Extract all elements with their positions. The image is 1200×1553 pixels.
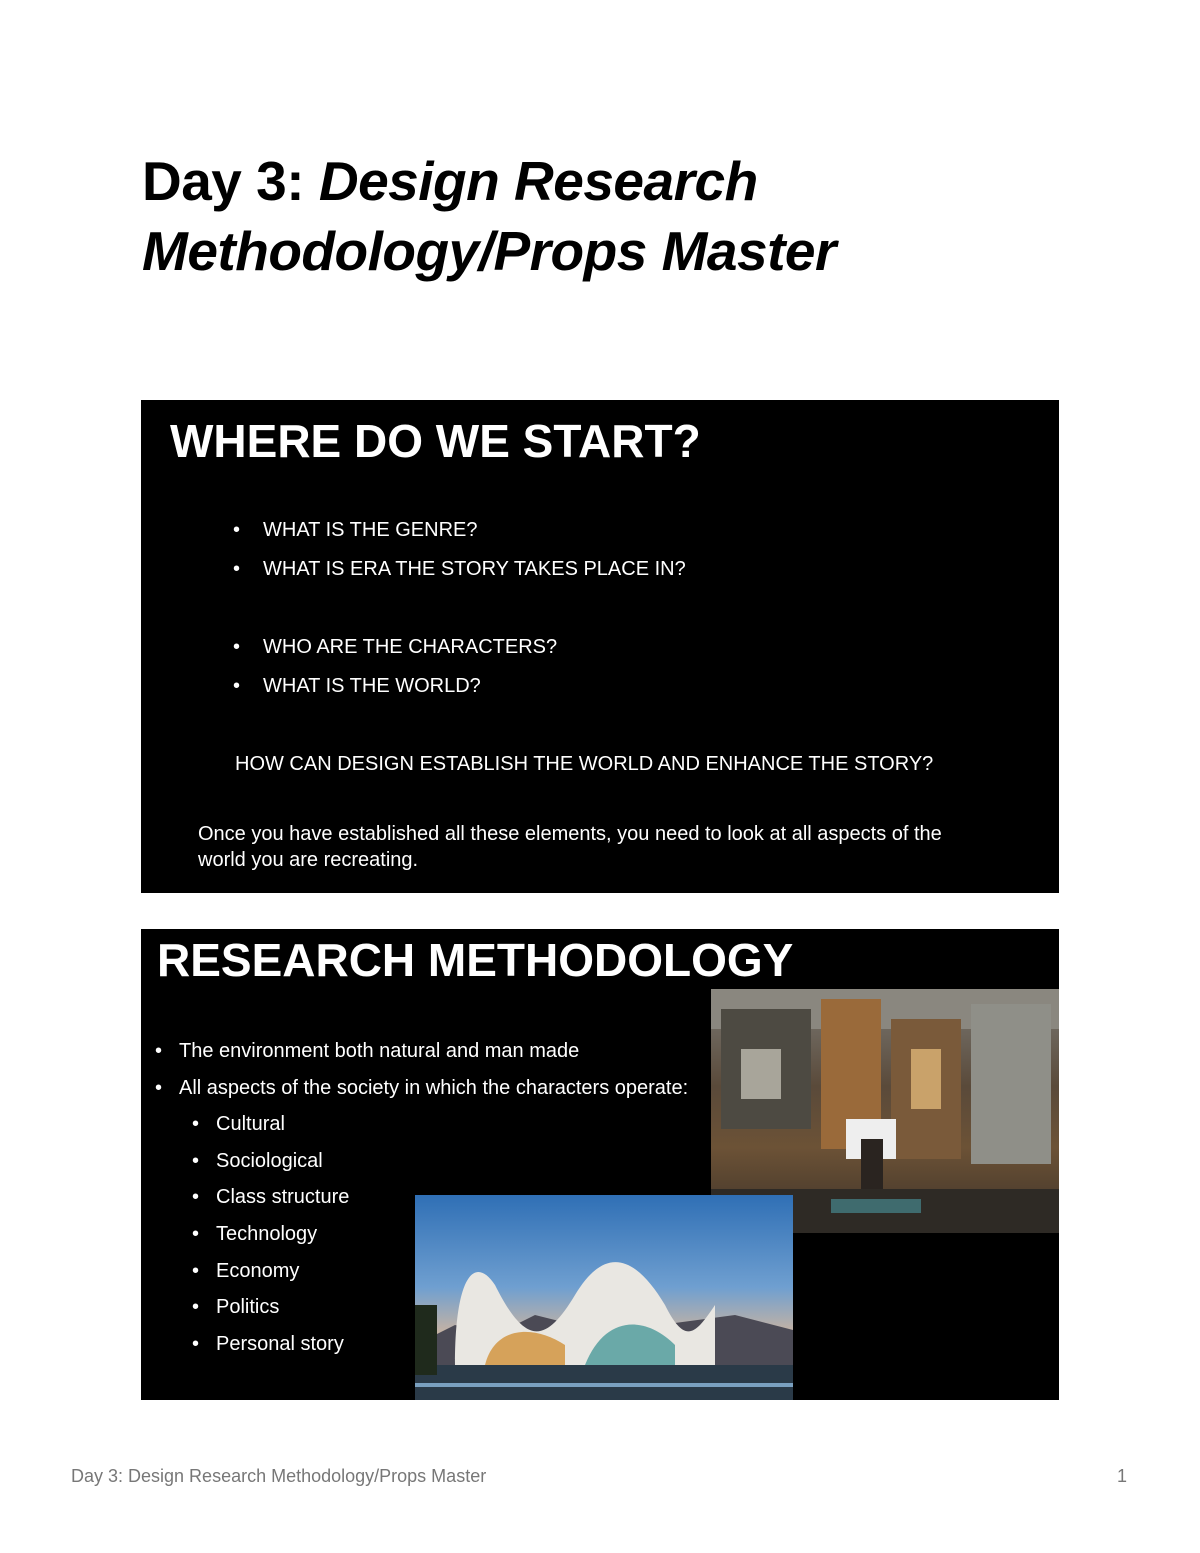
slide-where-do-we-start [141,400,1059,893]
bullet-dot: • [192,1296,200,1318]
slide1-bullet-4: • WHAT IS THE WORLD? [233,675,481,697]
bullet-dot: • [192,1113,200,1135]
footer-page-number: 1 [1117,1466,1128,1486]
footer-document-title: Day 3: Design Research Methodology/Props Master [71,1466,487,1486]
bullet-dot: • [233,558,241,580]
bullet-dot: • [192,1333,200,1355]
bullet-dot: • [192,1260,200,1282]
bullet-dot: • [192,1223,200,1245]
slide2-sub-bullet-6: • Politics [192,1296,280,1318]
title-italic-line2: Methodology/Props Master [142,220,836,282]
slide1-title: WHERE DO WE START? [170,415,701,467]
slide2-title: RESEARCH METHODOLOGY [157,934,794,986]
bullet-dot: • [233,519,241,541]
title-day: Day 3: [142,150,319,212]
slide1-bullet-1: • WHAT IS THE GENRE? [233,519,478,541]
slide1-bullet-3: • WHO ARE THE CHARACTERS? [233,636,558,658]
slide1-paragraph: Once you have established all these elements, you need to look at all aspects of the world you are recreating. [198,823,942,871]
title-italic-line1: Design Research [318,150,758,212]
slide2-bullet-1: • The environment both natural and man made [155,1040,580,1062]
slide2-sub-bullet-5: • Economy [192,1260,300,1282]
bullet-dot: • [192,1150,200,1172]
document-title [142,146,1102,286]
modern-architecture-photo [415,1195,793,1400]
bullet-dot: • [155,1077,163,1099]
slide1-bullet-2: • WHAT IS ERA THE STORY TAKES PLACE IN? [233,558,686,580]
slide2-sub-bullet-1: • Cultural [192,1113,285,1135]
slide1-question: HOW CAN DESIGN ESTABLISH THE WORLD AND ENHANCE THE STORY? [235,753,934,775]
slide2-sub-bullet-7: • Personal story [192,1333,344,1355]
bullet-dot: • [192,1186,200,1208]
bullet-dot: • [233,636,241,658]
slide2-sub-bullet-4: • Technology [192,1223,318,1245]
bullet-dot: • [155,1040,163,1062]
slide2-bullet-2: • All aspects of the society in which the characters operate: [155,1077,689,1099]
slide2-sub-bullet-2: • Sociological [192,1150,323,1172]
bullet-dot: • [233,675,241,697]
slide2-sub-bullet-3: • Class structure [192,1186,350,1208]
wave-roof-building-illustration [415,1195,793,1400]
slide-research-methodology [141,929,1059,1400]
